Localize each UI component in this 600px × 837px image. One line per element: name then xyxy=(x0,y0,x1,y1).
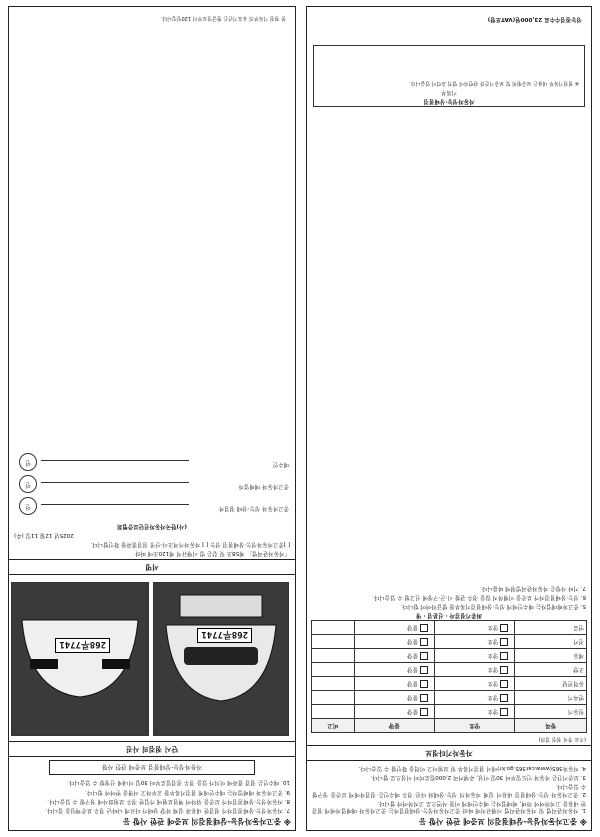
row-name: 원동기 xyxy=(515,705,587,719)
checkbox-icon[interactable] xyxy=(500,708,508,716)
col-note: 비고 xyxy=(312,719,355,733)
checkbox-icon[interactable] xyxy=(420,624,428,632)
note-cell xyxy=(312,705,355,719)
ok-label: 양호 xyxy=(487,666,499,673)
checklist-sub: (주요 장치 점검 결과) xyxy=(538,735,586,742)
footer-note: 본 점검 기록부의 유효기간은 발급일로부터 120일입니다. xyxy=(160,15,286,22)
photo-section-title: 단시 점검의 사진 xyxy=(9,741,295,757)
ok-cell[interactable] xyxy=(434,635,514,649)
bad-label: 불량 xyxy=(407,638,418,645)
bad-label: 불량 xyxy=(407,624,418,631)
bad-label: 불량 xyxy=(407,680,418,687)
note-cell xyxy=(312,649,355,663)
checkbox-icon[interactable] xyxy=(420,708,428,716)
table-row xyxy=(312,663,587,677)
seller-sign-line[interactable] xyxy=(41,482,189,483)
checkbox-icon[interactable] xyxy=(420,652,428,660)
bad-cell[interactable] xyxy=(354,705,434,719)
inspector-label: 중고자동차 성능·상태 점검자 xyxy=(218,505,289,512)
ok-cell[interactable] xyxy=(434,621,514,635)
note-cell xyxy=(312,635,355,649)
plate-rear: 268루7741 xyxy=(55,638,110,653)
checkbox-icon[interactable] xyxy=(420,680,428,688)
inspection-sheet xyxy=(8,6,592,831)
sign-text: 「자동차관리법」 제58조 및 같은 법 시행규칙 제120조에 따라 xyxy=(135,550,290,557)
checkbox-icon[interactable] xyxy=(420,666,428,674)
photo-area xyxy=(9,578,295,738)
checkbox-icon[interactable] xyxy=(500,638,508,646)
signature-block xyxy=(15,447,289,517)
ok-cell[interactable] xyxy=(434,649,514,663)
ok-label: 양호 xyxy=(487,624,499,631)
inspection-label: 최종기점검자 · 신분검 · 명 xyxy=(415,612,483,619)
left-note-4: 4. 자동차365(www.car365.go.kr)에서 점검기록부 및 보험사고 이력을 확인할 수 있습니다. xyxy=(358,764,586,771)
buyer-sign-line[interactable] xyxy=(41,460,189,461)
row-name: 변속기 xyxy=(515,691,587,705)
right-note-9: 9. 중고자동차 매매업자는 매수인에게 점검기록부를 교부하고 서명을 받아야 합니다. xyxy=(84,788,290,795)
bad-cell[interactable] xyxy=(354,649,434,663)
checkbox-icon[interactable] xyxy=(500,680,508,688)
row-name: 동력전달 xyxy=(515,677,587,691)
car-rear-photo xyxy=(11,582,149,736)
sign-section-title: 서명 xyxy=(9,559,295,575)
car-front-icon xyxy=(154,583,288,735)
ok-label: 양호 xyxy=(487,708,499,715)
side-label-2: 기록부 xyxy=(440,88,458,95)
bad-label: 불량 xyxy=(407,708,418,715)
fee-text: 성능점검수수료 23,000원(VAT포함) xyxy=(487,16,582,23)
right-note-7: 7. 자동차성능·상태점검자가 점검한 내용과 실제 차량 상태가 다르게 나타난 경우 보증책임을 집니다. xyxy=(45,807,290,813)
bad-label: 불량 xyxy=(407,694,418,701)
seller-label: 중고자동차 매매업자 xyxy=(238,483,289,490)
table-row xyxy=(312,649,587,663)
right-note-8: 8. 자동차성능·상태점검자가 보증을 위하여 책임보험에 가입한 경우 보험회사에 청구할 수 있습니다. xyxy=(47,797,290,804)
checkbox-icon[interactable] xyxy=(500,694,508,702)
col-ok: 양호 xyxy=(434,719,514,733)
checkbox-icon[interactable] xyxy=(500,624,508,632)
left-remark-3: 7. 기타 사항은 자동차관리법령에 따릅니다. xyxy=(479,584,586,591)
car-rear-icon xyxy=(12,583,148,735)
right-note-10: 10. 매수인은 점검 결과에 이의가 있을 경우 점검일로부터 30일 이내에 신청할 수 있습니다. xyxy=(67,779,290,786)
col-bad: 불량 xyxy=(354,719,434,733)
bad-label: 불량 xyxy=(407,666,418,673)
date-text: 2025년 12월 11일 (주) xyxy=(14,531,74,538)
side-label: 자동차성능·상태점검 xyxy=(423,98,475,104)
note-cell xyxy=(312,691,355,705)
table-row xyxy=(312,691,587,705)
left-remark-2: 6. 성능·상태점검자가 보증을 이행하지 않을 경우 관할 시·군·구청에 신고할 수 있습니다. xyxy=(372,593,586,600)
row-name: 제동 xyxy=(515,649,587,663)
checkbox-icon[interactable] xyxy=(420,694,428,702)
inspector-seal-icon: 인 xyxy=(19,497,37,515)
left-note-1: 1. 자동차관리법 및 자동차관리법 시행규칙에 따라 중고자동차성능·상태점검자는 중고자동차 매매업자에게 점검한 내용을 고지하여야 하며, 매매업자는 매수인에게 이를 서면으로 고지하여야 합니다. xyxy=(312,799,586,813)
checkbox-icon[interactable] xyxy=(500,652,508,660)
buyer-seal-icon: 인 xyxy=(19,453,37,471)
table-row xyxy=(312,677,587,691)
seller-seal-icon: 인 xyxy=(19,475,37,493)
row-name: 연료 xyxy=(515,621,587,635)
left-column xyxy=(306,6,592,831)
left-note-3: 3. 보증기간은 자동차 인도일부터 30일 이상, 주행거리 2,000킬로미터 이상으로 합니다. xyxy=(370,774,586,781)
company-name: (사)한국자동차진단보증협회 xyxy=(117,522,187,529)
row-name: 조향 xyxy=(515,663,587,677)
bottom-small-note: ※ 점검기록부 내용은 보증범위 및 보증기간과 관련하여 법적 효력이 있습니다. xyxy=(409,79,579,86)
table-row xyxy=(312,705,587,719)
checklist-table xyxy=(311,620,587,733)
checkbox-icon[interactable] xyxy=(420,638,428,646)
left-remark-1: 5. 중고차매매업자는 매수인에게 성능·상태점검기록부를 발급하여야 합니다. xyxy=(400,603,586,610)
checklist-table-wrap xyxy=(311,620,587,733)
note-cell xyxy=(312,677,355,691)
plate-front: 268루7741 xyxy=(197,628,252,643)
bad-label: 불량 xyxy=(407,652,418,659)
ok-label: 양호 xyxy=(487,638,499,645)
left-note-2: 2. 중고자동차 성능·상태점검 내용이 실제 자동차의 성능·상태와 다른 경우 매수인은 점검자에게 보증을 청구할 수 있습니다. xyxy=(312,783,586,797)
table-row xyxy=(312,621,587,635)
ok-label: 양호 xyxy=(487,680,499,687)
ok-label: 양호 xyxy=(487,694,499,701)
car-front-photo xyxy=(153,582,289,736)
col-item: 항목 xyxy=(515,719,587,733)
bad-cell[interactable] xyxy=(354,621,434,635)
inspector-sign-line[interactable] xyxy=(41,504,189,505)
left-title: ※ 중고자동차성능·상태점검의 보증에 관한 사항 등 xyxy=(418,817,587,826)
note-cell xyxy=(312,621,355,635)
checkbox-icon[interactable] xyxy=(500,666,508,674)
bad-cell[interactable] xyxy=(354,635,434,649)
notice-box: 자동차성능·상태점검 보증에 관한 사항 xyxy=(49,760,255,775)
sign-text-2: [ ]중고자동차성능·상태점검 성능 [ ] 자동차가격조사·산정 점검결과를 확인합니다. xyxy=(90,540,290,547)
ok-cell[interactable] xyxy=(434,691,514,705)
ok-cell[interactable] xyxy=(434,705,514,719)
table-row xyxy=(312,635,587,649)
checklist-title: 자동차기타정보 xyxy=(307,745,591,761)
bad-cell[interactable] xyxy=(354,663,434,677)
side-info-box xyxy=(313,45,585,107)
right-column xyxy=(8,6,296,831)
bad-cell[interactable] xyxy=(354,677,434,691)
bad-cell[interactable] xyxy=(354,691,434,705)
buyer-label: 매수인 xyxy=(272,461,289,468)
ok-cell[interactable] xyxy=(434,677,514,691)
note-cell xyxy=(312,663,355,677)
ok-label: 양호 xyxy=(487,652,499,659)
row-name: 전기 xyxy=(515,635,587,649)
ok-cell[interactable] xyxy=(434,663,514,677)
right-title: ※ 중고자동차성능·상태점검의 보증에 관한 사항 등 xyxy=(122,817,291,826)
